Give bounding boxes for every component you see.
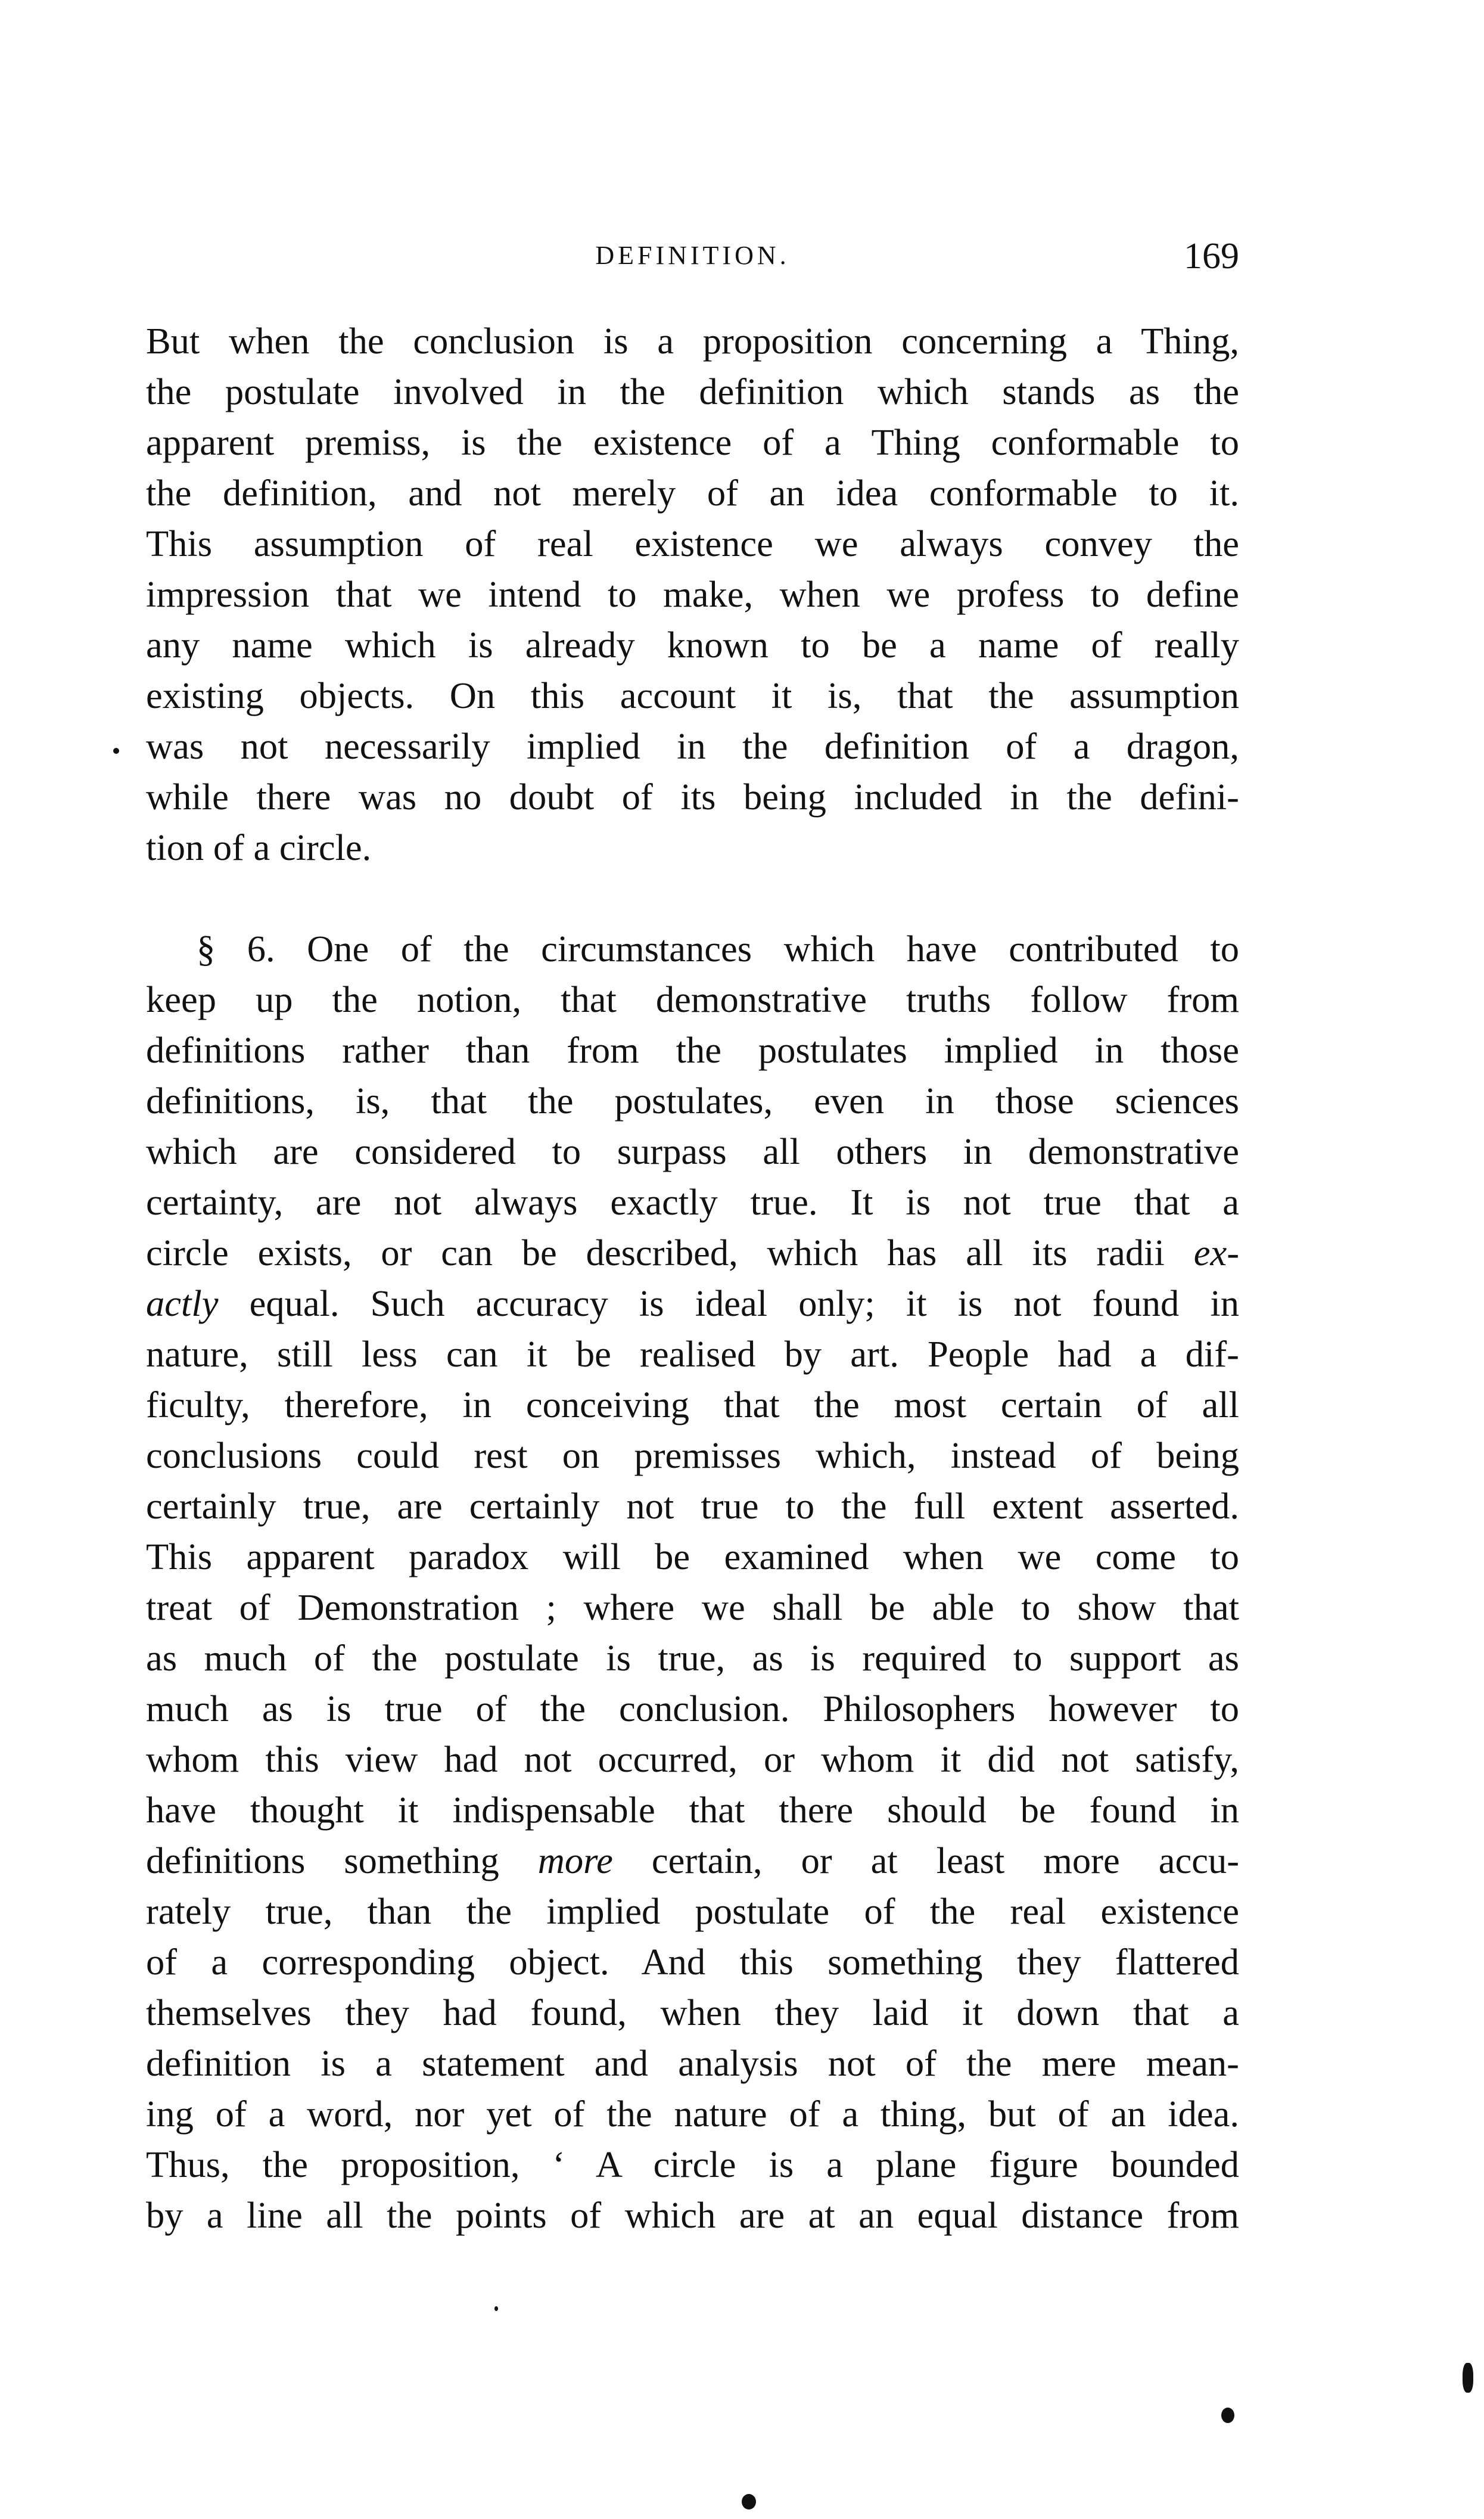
text-line: was not necessarily implied in the definition of a dragon, — [146, 725, 1239, 767]
ink-speck — [1463, 2363, 1473, 2393]
text-line: This apparent paradox will be examined when we come to — [146, 1536, 1239, 1577]
italic-run: ex- — [1193, 1232, 1240, 1274]
ink-speck — [113, 748, 119, 754]
ink-speck — [494, 2306, 498, 2311]
text-line: any name which is already known to be a name of really — [146, 624, 1239, 666]
paragraph-gap — [146, 873, 1239, 924]
text-line: keep up the notion, that demonstrative truths follow from — [146, 979, 1239, 1020]
text-line: ficulty, therefore, in conceiving that the most certain of all — [146, 1384, 1239, 1425]
text-line: of a corresponding object. And this something they flattered — [146, 1941, 1239, 1983]
text-line: by a line all the points of which are at an equal distance from — [146, 2194, 1239, 2236]
text-line: certainly true, are certainly not true to the full extent asserted. — [146, 1485, 1239, 1527]
text-line: whom this view had not occurred, or whom it did not satisfy, — [146, 1738, 1239, 1780]
text-line: tion of a circle. — [146, 827, 372, 868]
text-line: ing of a word, nor yet of the nature of a thing, but of an idea. — [146, 2093, 1239, 2135]
text-line: definitions rather than from the postulates implied in those — [146, 1029, 1239, 1071]
text-line: This assumption of real existence we always convey the — [146, 523, 1239, 564]
italic-run: more — [537, 1840, 613, 1881]
page-number: 169 — [1184, 236, 1239, 277]
text-run: equal. Such accuracy is ideal only; it is not found in — [249, 1282, 1239, 1324]
text-line: themselves they had found, when they laid it down that a — [146, 1992, 1239, 2033]
text-line — [146, 1278, 1239, 1329]
text-run: definitions something — [146, 1840, 499, 1881]
text-line: Thus, the proposition, ‘ A circle is a plane figure bounded — [146, 2144, 1239, 2185]
text-line: have thought it indispensable that there should be found in — [146, 1789, 1239, 1831]
text-line: definition is a statement and analysis not of the mere mean- — [146, 2042, 1239, 2084]
text-line: definitions, is, that the postulates, even in those sciences — [146, 1080, 1239, 1122]
running-title: DEFINITION. — [595, 241, 790, 270]
text-line: much as is true of the conclusion. Philosophers however to — [146, 1688, 1239, 1729]
text-line: while there was no doubt of its being included in the defini- — [146, 776, 1239, 818]
text-run: certain, or at least more accu- — [651, 1840, 1240, 1881]
text-line: But when the conclusion is a proposition concerning a Thing, — [146, 320, 1239, 362]
ink-speck — [742, 2494, 756, 2509]
text-line: impression that we intend to make, when we profess to define — [146, 573, 1239, 615]
italic-run: actly — [146, 1282, 219, 1324]
ink-speck — [1221, 2408, 1234, 2423]
text-line: nature, still less can it be realised by art. People had a dif- — [146, 1333, 1239, 1375]
text-line: the postulate involved in the definition which stands as the — [146, 371, 1239, 412]
text-line: apparent premiss, is the existence of a Thing conformable to — [146, 421, 1239, 463]
text-line: rately true, than the implied postulate of the real existence — [146, 1890, 1239, 1932]
text-line: the definition, and not merely of an idea conformable to it. — [146, 472, 1239, 514]
text-line: existing objects. On this account it is, that the assumption — [146, 675, 1239, 716]
page-header — [146, 235, 1239, 283]
text-line — [146, 1835, 1239, 1886]
text-line: certainty, are not always exactly true. It is not true that a — [146, 1181, 1239, 1223]
text-line: as much of the postulate is true, as is required to support as — [146, 1637, 1239, 1679]
body-text — [146, 316, 1239, 2241]
text-run: circle exists, or can be described, which has all its radii — [146, 1232, 1165, 1274]
text-line: treat of Demonstration ; where we shall be able to show that — [146, 1586, 1239, 1628]
text-line: which are considered to surpass all others in demonstrative — [146, 1130, 1239, 1172]
text-line: § 6. One of the circumstances which have contributed to — [197, 928, 1239, 970]
text-line: conclusions could rest on premisses which, instead of being — [146, 1434, 1239, 1476]
text-line — [146, 1228, 1239, 1278]
